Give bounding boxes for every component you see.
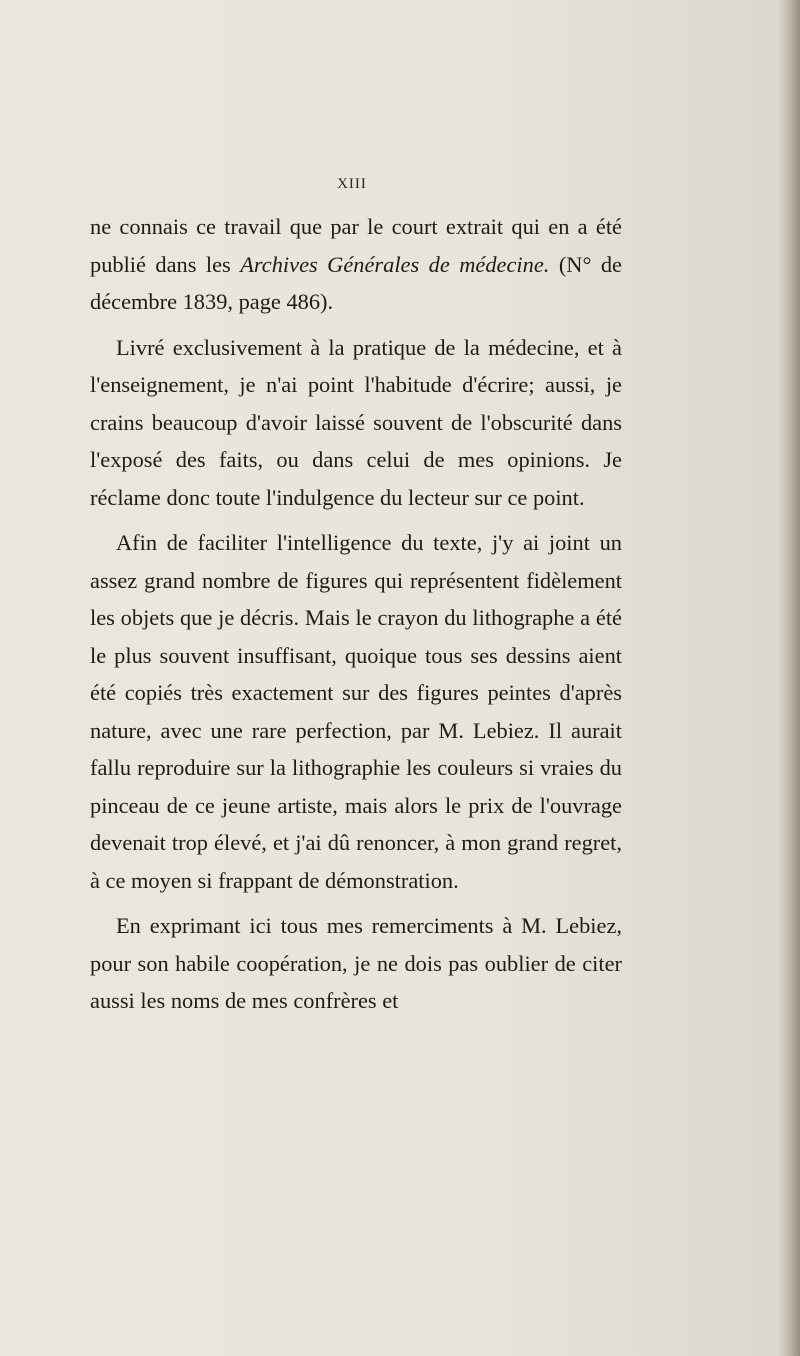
journal-title: Archives Générales de médecine. (240, 251, 550, 277)
paragraph: Livré exclusivement à la pratique de la médecine, et à l'enseignement, je n'ai point l'habitude d'écrire; aussi, je crains beaucoup d'avoir laissé souvent de l'obscurité dans l'exposé des faits, ou dans celui de mes opinions. Je réclame donc toute l'indulgence du lecteur sur ce point. (90, 334, 622, 510)
page-edge-shadow (778, 0, 800, 1356)
page-number: XIII (337, 176, 367, 192)
paragraph-continuation (90, 208, 622, 321)
body-text (90, 208, 622, 1020)
paragraph: En exprimant ici tous mes remerciments à M. Lebiez, pour son habile coopération, je ne dois pas oublier de citer aussi les noms de mes confrères et (90, 913, 622, 1013)
paragraph: Afin de faciliter l'intelligence du texte, j'y ai joint un assez grand nombre de figures qui représentent fidèlement les objets que je décris. Mais le crayon du lithographe a été le plus souvent insuffisant, quoique tous ses dessins aient été copiés très exactement sur des figures peintes d'après nature, avec une rare perfection, par M. Lebiez. Il aurait fallu reproduire sur la lithographie les couleurs si vraies du pinceau de ce jeune artiste, mais alors le prix de l'ouvrage devenait trop élevé, et j'ai dû renoncer, à mon grand regret, à ce moyen si frappant de démonstration. (90, 530, 622, 893)
paragraph-text: ne connais ce travail que par le court extrait qui en a été publié dans les (90, 214, 622, 277)
paragraph-text: (N° de décembre 1839, page 486). (90, 251, 622, 314)
